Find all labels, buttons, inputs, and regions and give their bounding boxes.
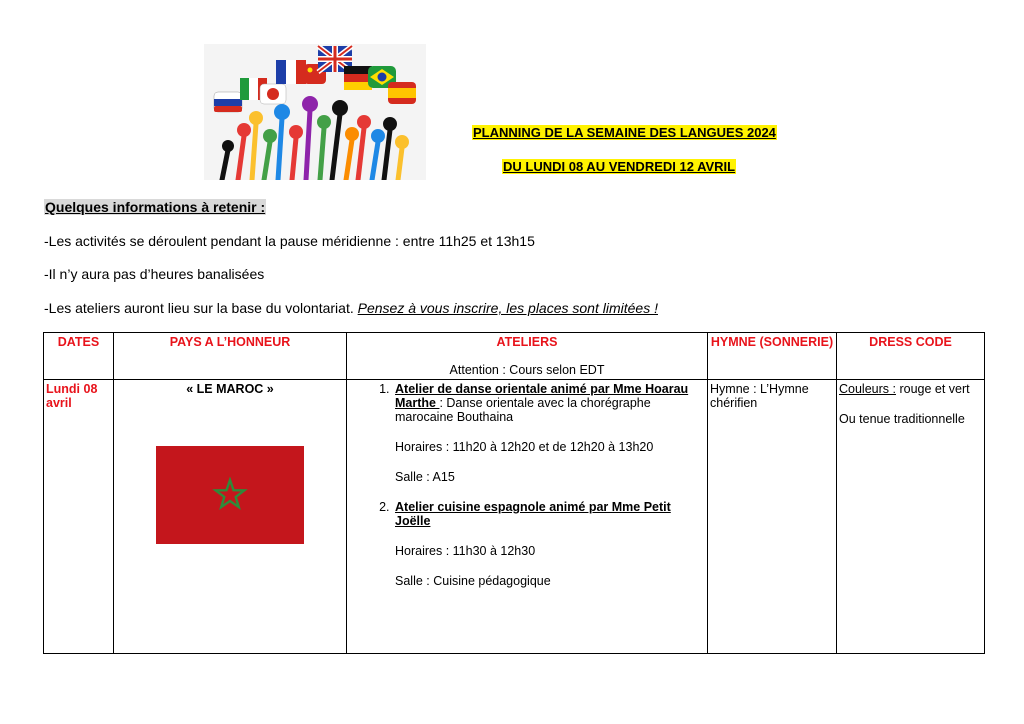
info-line-schedule: -Les activités se déroulent pendant la pause méridienne : entre 11h25 et 13h15: [44, 233, 535, 249]
volunteer-text: -Les ateliers auront lieu sur la base du volontariat.: [44, 300, 358, 316]
info-heading: Quelques informations à retenir :: [45, 199, 266, 215]
cell-dress-code: [837, 380, 985, 654]
table-header-row: [44, 333, 985, 380]
atelier1-horaires: Horaires : 11h20 à 12h20 et de 12h20 à 13h20: [395, 440, 654, 454]
header-ateliers: [347, 333, 708, 380]
france-flag-icon: [276, 60, 306, 84]
atelier1-salle: Salle : A15: [395, 470, 455, 484]
cell-ateliers: [347, 380, 708, 654]
russia-flag-icon: [214, 92, 242, 112]
atelier2-salle: Salle : Cuisine pédagogique: [395, 574, 551, 588]
list-item: [393, 382, 705, 484]
dress-colors-value: rouge et vert: [895, 382, 970, 396]
dress-alternative: Ou tenue traditionnelle: [839, 412, 965, 426]
spain-flag-icon: [388, 82, 416, 104]
page-title: PLANNING DE LA SEMAINE DES LANGUES 2024: [473, 125, 776, 140]
register-reminder: Pensez à vous inscrire, les places sont limitées !: [357, 300, 658, 316]
info-line-hours: -Il n’y aura pas d’heures banalisées: [44, 266, 265, 282]
list-item: [393, 500, 705, 588]
atelier1-title: Atelier de danse orientale animé par Mme Hoarau Marthe: [395, 382, 689, 410]
cell-hymne: Hymne : L’Hymne chérifien: [708, 380, 837, 654]
atelier2-title: Atelier cuisine espagnole animé par Mme Petit Joëlle: [395, 500, 671, 528]
cell-pays: [114, 380, 347, 654]
header-ateliers-label: ATELIERS: [496, 335, 558, 349]
morocco-flag-icon: [156, 446, 304, 544]
table-row: [44, 380, 985, 654]
dress-colors-label: Couleurs :: [839, 382, 896, 396]
ateliers-list: [349, 382, 705, 588]
header-hymne: HYMNE (SONNERIE): [708, 333, 837, 380]
atelier1-desc: : Danse orientale avec la chorégraphe marocaine Bouthaina: [395, 396, 651, 424]
germany-flag-icon: [344, 66, 372, 90]
hands-and-flags-icon: [204, 44, 426, 180]
cell-date: Lundi 08 avril: [44, 380, 114, 654]
info-line-volunteer: [44, 300, 658, 316]
page-subtitle-dates: DU LUNDI 08 AU VENDREDI 12 AVRIL: [503, 159, 736, 174]
header-pays: PAYS A L’HONNEUR: [114, 333, 347, 380]
ateliers-note: Attention : Cours selon EDT: [449, 363, 605, 377]
country-name: « LE MAROC »: [186, 382, 274, 396]
japan-flag-icon: [260, 84, 286, 104]
atelier2-horaires: Horaires : 11h30 à 12h30: [395, 544, 536, 558]
header-dates: DATES: [44, 333, 114, 380]
header-dress-code: DRESS CODE: [837, 333, 985, 380]
dress-colors: [839, 382, 982, 396]
language-week-illustration: [204, 44, 426, 180]
planning-table: [43, 332, 985, 654]
pentagram-star-icon: [212, 477, 248, 513]
